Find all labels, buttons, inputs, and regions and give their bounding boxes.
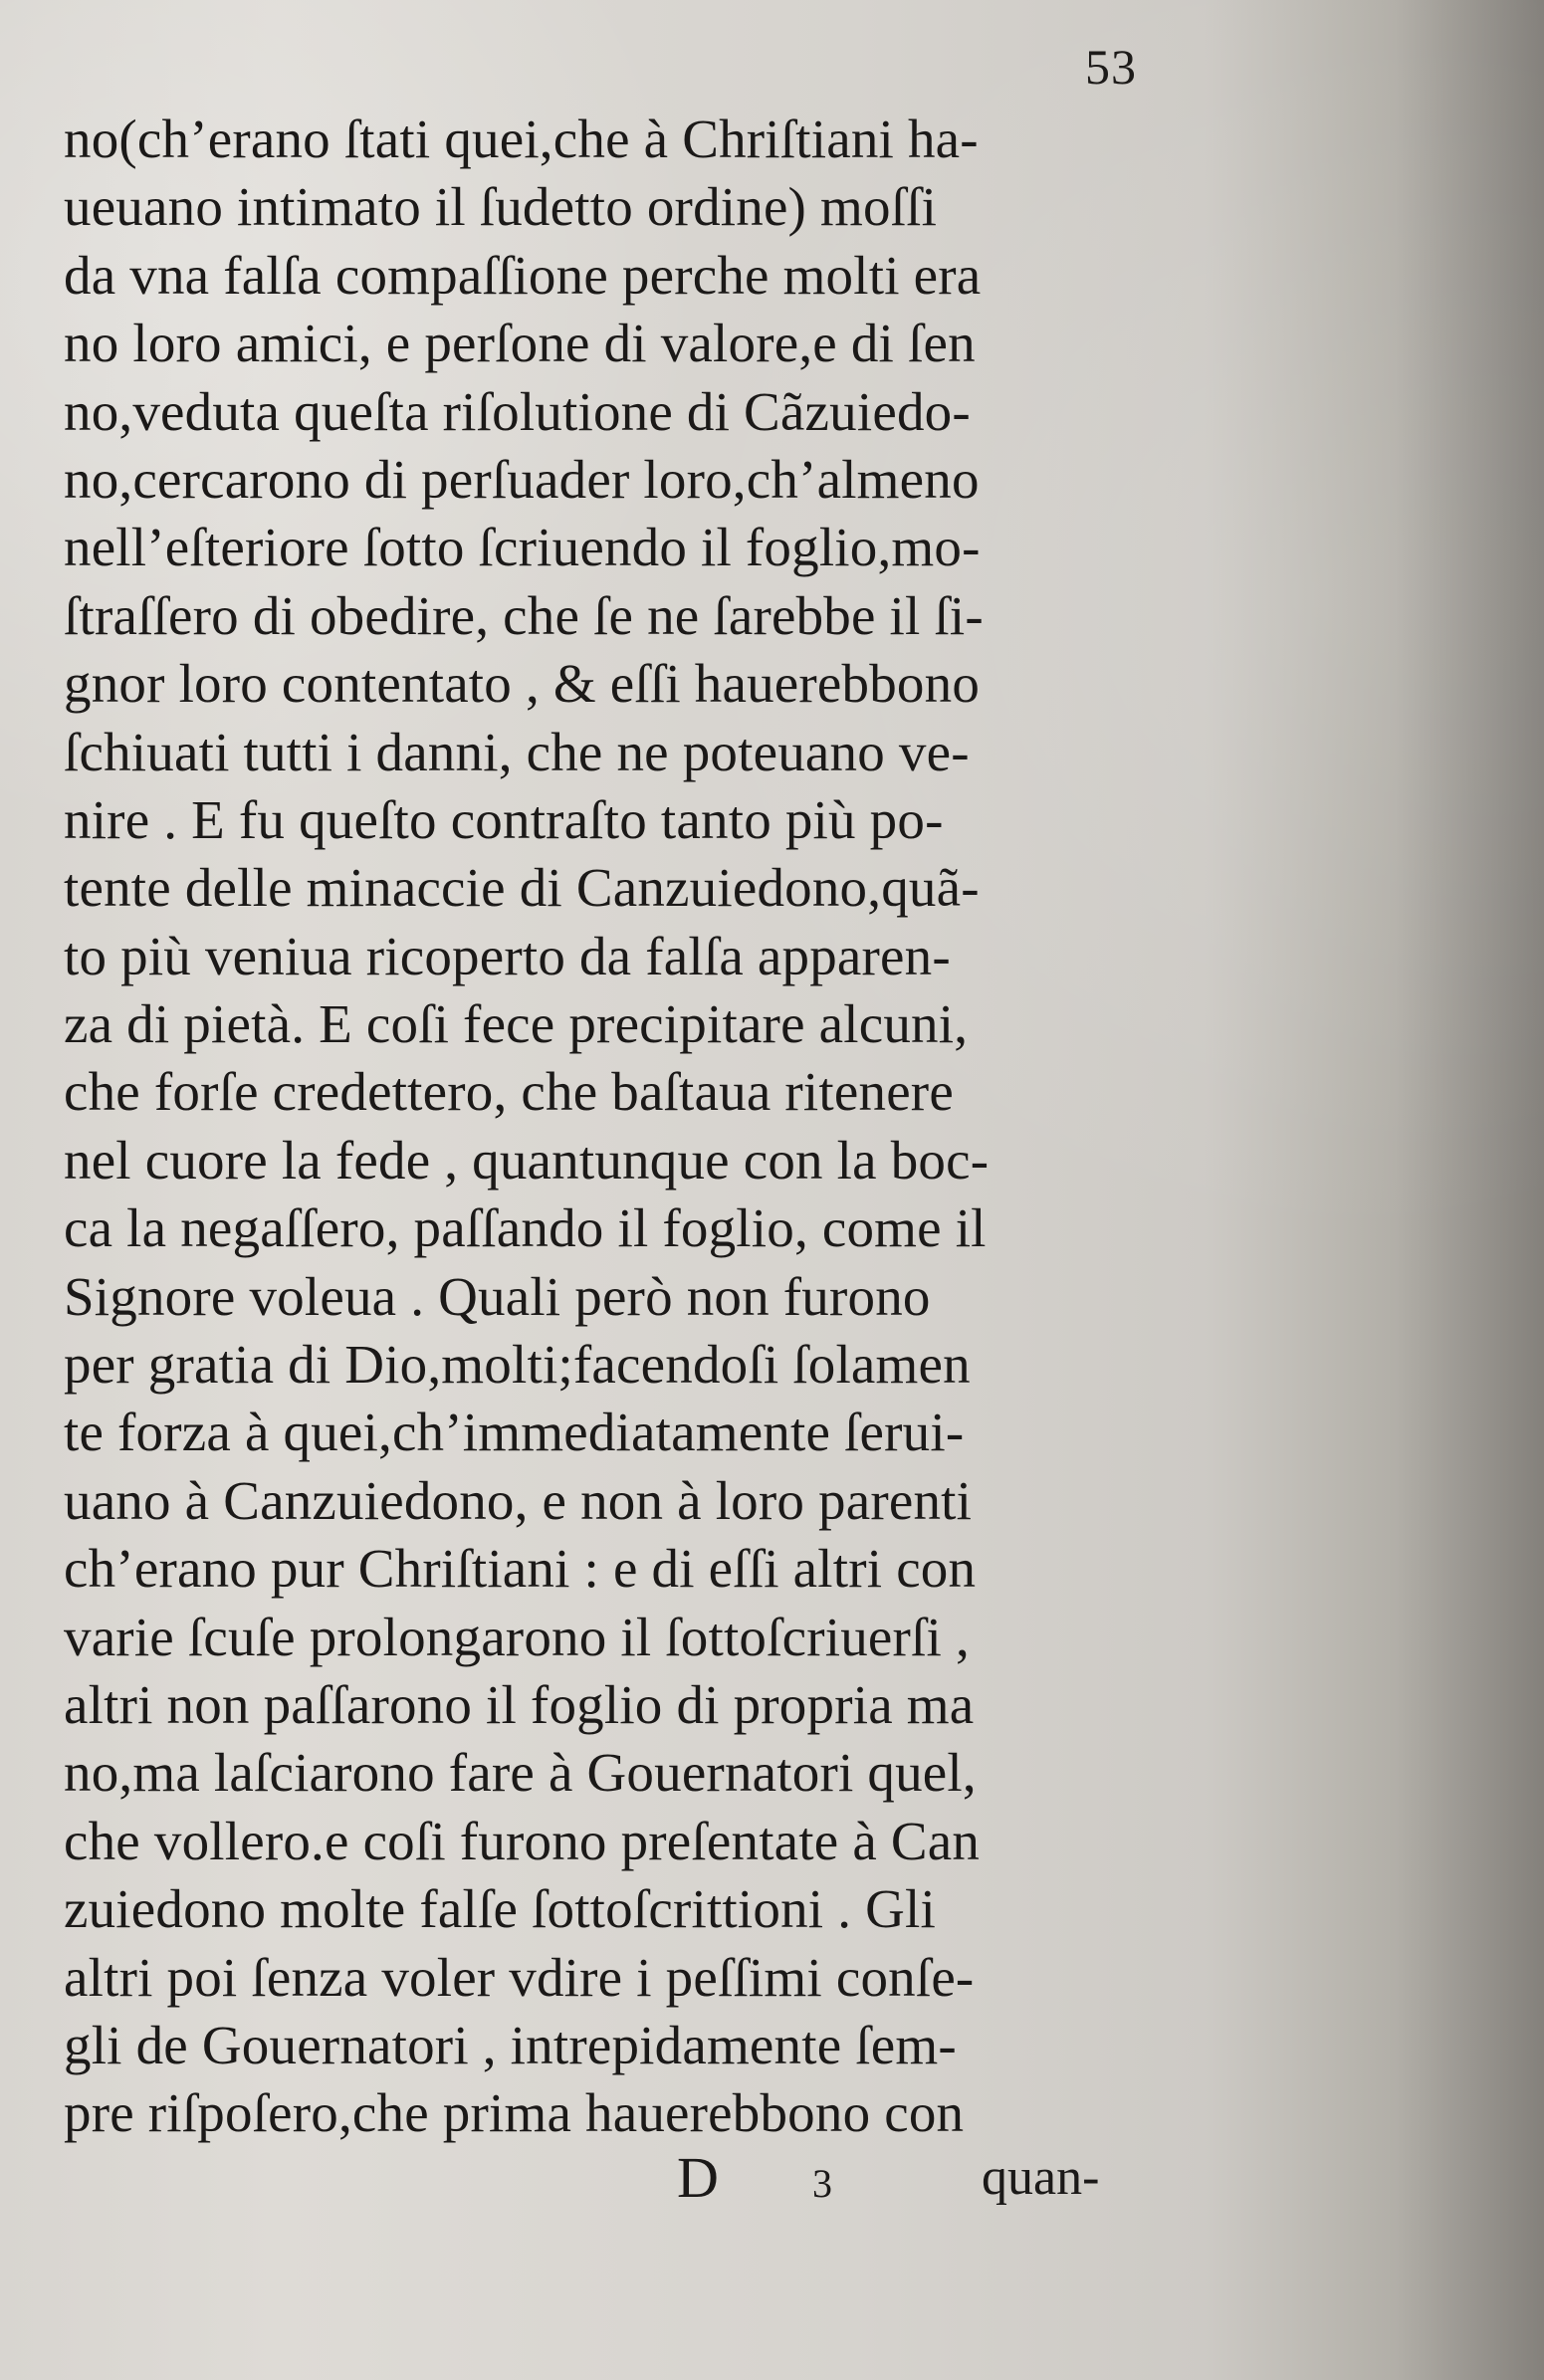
text-line: Signore voleua . Quali però non furono [64, 1265, 931, 1327]
text-line: uano à Canzuiedono, e non à loro parenti [64, 1469, 973, 1531]
text-line: te forza à quei,ch’immediatamente ſerui- [64, 1402, 965, 1463]
text-line: gli de Gouernatori , intrepidamente ſem- [64, 2014, 957, 2075]
text-line: pre riſpoſero,che prima hauerebbono con [64, 2082, 965, 2144]
catchword: quan- [982, 2149, 1100, 2206]
text-line: nell’eſteriore ſotto ſcriuendo il foglio,mo- [64, 517, 981, 578]
text-line: ueuano intimato il ſudetto ordine) moſſi [64, 176, 938, 238]
text-line: che forſe credettero, che baſtaua ritenere [64, 1061, 954, 1123]
signature-mark: D [677, 2145, 719, 2210]
text-line: che vollero.e coſi furono preſentate à Can [64, 1810, 981, 1871]
text-line: per gratia di Dio,molti;facendoſi ſolamen [64, 1334, 971, 1396]
text-line: tente delle minaccie di Canzuiedono,quã- [64, 857, 980, 919]
page-gutter-shadow [1395, 0, 1544, 2380]
text-line: da vna falſa compaſſione perche molti era [64, 244, 982, 306]
text-line: ca la negaſſero, paſſando il foglio, come il [64, 1197, 987, 1259]
signature-number: 3 [812, 2161, 832, 2206]
text-line: no,veduta queſta riſolutione di Cãzuiedo- [64, 380, 971, 442]
text-line: nire . E fu queſto contraſto tanto più po- [64, 788, 944, 850]
text-line: ſchiuati tutti i danni, che ne poteuano ve- [64, 721, 970, 782]
text-line: ch’erano pur Chriſtiani : e di eſſi altri con [64, 1538, 977, 1600]
text-line: gnor loro contentato , & eſſi hauerebbono [64, 653, 981, 715]
page-footer [677, 2144, 1195, 2214]
text-line: za di pietà. E coſi fece precipitare alcuni, [64, 993, 969, 1055]
text-line: no,ma laſciarono fare à Gouernatori quel, [64, 1742, 977, 1804]
text-line: altri poi ſenza voler vdire i peſſimi conſe- [64, 1946, 975, 2008]
text-line: ſtraſſero di obedire, che ſe ne ſarebbe il ſi- [64, 584, 984, 646]
text-line: no(ch’erano ſtati quei,che à Chriſtiani ha- [64, 108, 979, 169]
text-line: to più veniua ricoperto da falſa apparen- [64, 925, 951, 986]
text-line: altri non paſſarono il foglio di propria ma [64, 1673, 975, 1735]
text-line: no loro amici, e perſone di valore,e di ſen [64, 313, 976, 374]
body-text [64, 106, 1228, 2148]
page-number: 53 [1085, 39, 1137, 95]
text-line: nel cuore la fede , quantunque con la boc- [64, 1129, 990, 1190]
text-line: no,cercarono di perſuader loro,ch’almeno [64, 448, 980, 510]
text-line: zuiedono molte falſe ſottoſcrittioni . Gli [64, 1878, 936, 1940]
text-line: varie ſcuſe prolongarono il ſottoſcriuerſi , [64, 1606, 970, 1667]
